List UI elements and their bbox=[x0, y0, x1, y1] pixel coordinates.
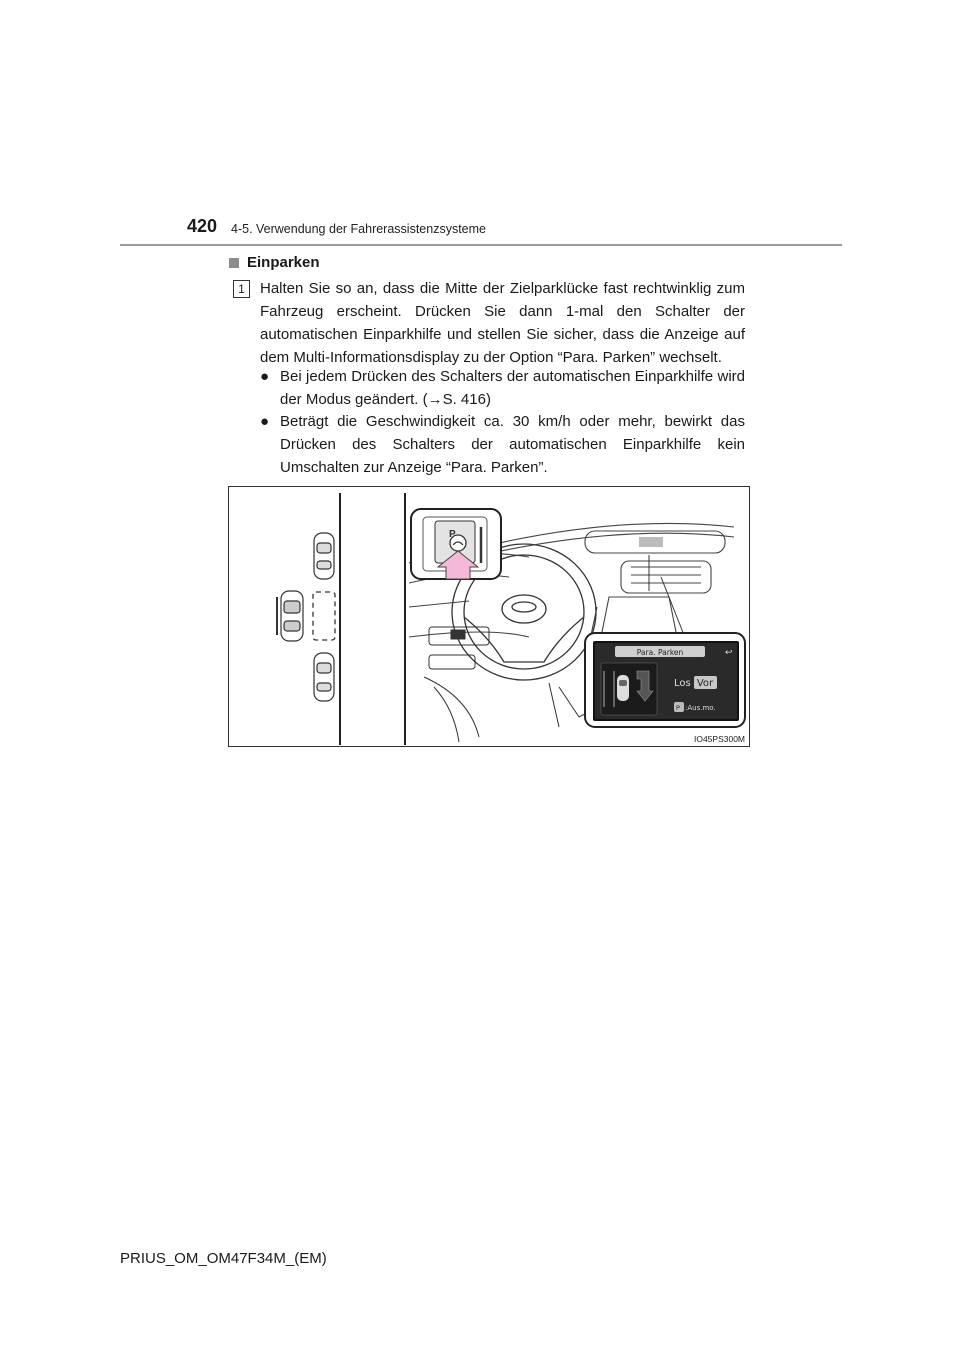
section-heading bbox=[229, 254, 320, 271]
back-arrow-icon: ↩ bbox=[725, 648, 733, 658]
display-aus-label: :Aus.mo. bbox=[685, 704, 716, 712]
multi-info-display bbox=[585, 633, 745, 727]
bullet-text: Bei jedem Drücken des Schalters der automatischen Einparkhilfe wird der Modus geändert. (→S. 416) bbox=[280, 368, 745, 408]
switch-zoom-inset bbox=[411, 509, 501, 579]
target-space-outline bbox=[313, 592, 335, 640]
bullet-icon: ● bbox=[260, 368, 270, 385]
figure-code: IO45PS300M bbox=[693, 734, 745, 744]
bullet-icon: ● bbox=[260, 413, 270, 430]
display-title: Para. Parken bbox=[636, 648, 684, 657]
parked-car-bottom-icon bbox=[314, 653, 334, 701]
own-car-icon bbox=[277, 591, 303, 641]
display-vor: Vor bbox=[696, 678, 714, 689]
switch-p-letter: P bbox=[449, 529, 456, 540]
heading-text: Einparken bbox=[247, 254, 320, 271]
bullet-item bbox=[260, 365, 745, 411]
header-rule bbox=[120, 244, 842, 246]
page-number: 420 bbox=[187, 216, 218, 236]
display-p-letter: P bbox=[676, 704, 680, 712]
switch-panel-lines bbox=[424, 627, 599, 742]
parked-car-top-icon bbox=[314, 533, 334, 579]
step-number-badge: 1 bbox=[233, 280, 250, 298]
parking-illustration bbox=[229, 487, 750, 747]
bullet-item bbox=[260, 410, 745, 479]
heading-square-icon bbox=[229, 258, 239, 268]
display-los: Los bbox=[674, 678, 691, 689]
step-text: Halten Sie so an, dass die Mitte der Zielparklücke fast rechtwinklig zum Fahrzeug erscheint. Drücken Sie dann 1-mal den Schalter der automatischen Einparkhilfe und stellen Sie sicher, dass die Anzeige auf dem Multi-Informationsdisplay zu der Option “Para. Parken” wechselt. bbox=[260, 280, 745, 366]
section-title: 4-5. Verwendung der Fahrerassistenzsysteme bbox=[231, 222, 486, 236]
footer-doc-id: PRIUS_OM_OM47F34M_(EM) bbox=[120, 1250, 327, 1267]
bullet-text: Beträgt die Geschwindigkeit ca. 30 km/h oder mehr, bewirkt das Drücken des Schalters der automatischen Einparkhilfe kein Umschalten zur Anzeige “Para. Parken”. bbox=[280, 413, 745, 476]
illustration-figure bbox=[228, 486, 750, 747]
